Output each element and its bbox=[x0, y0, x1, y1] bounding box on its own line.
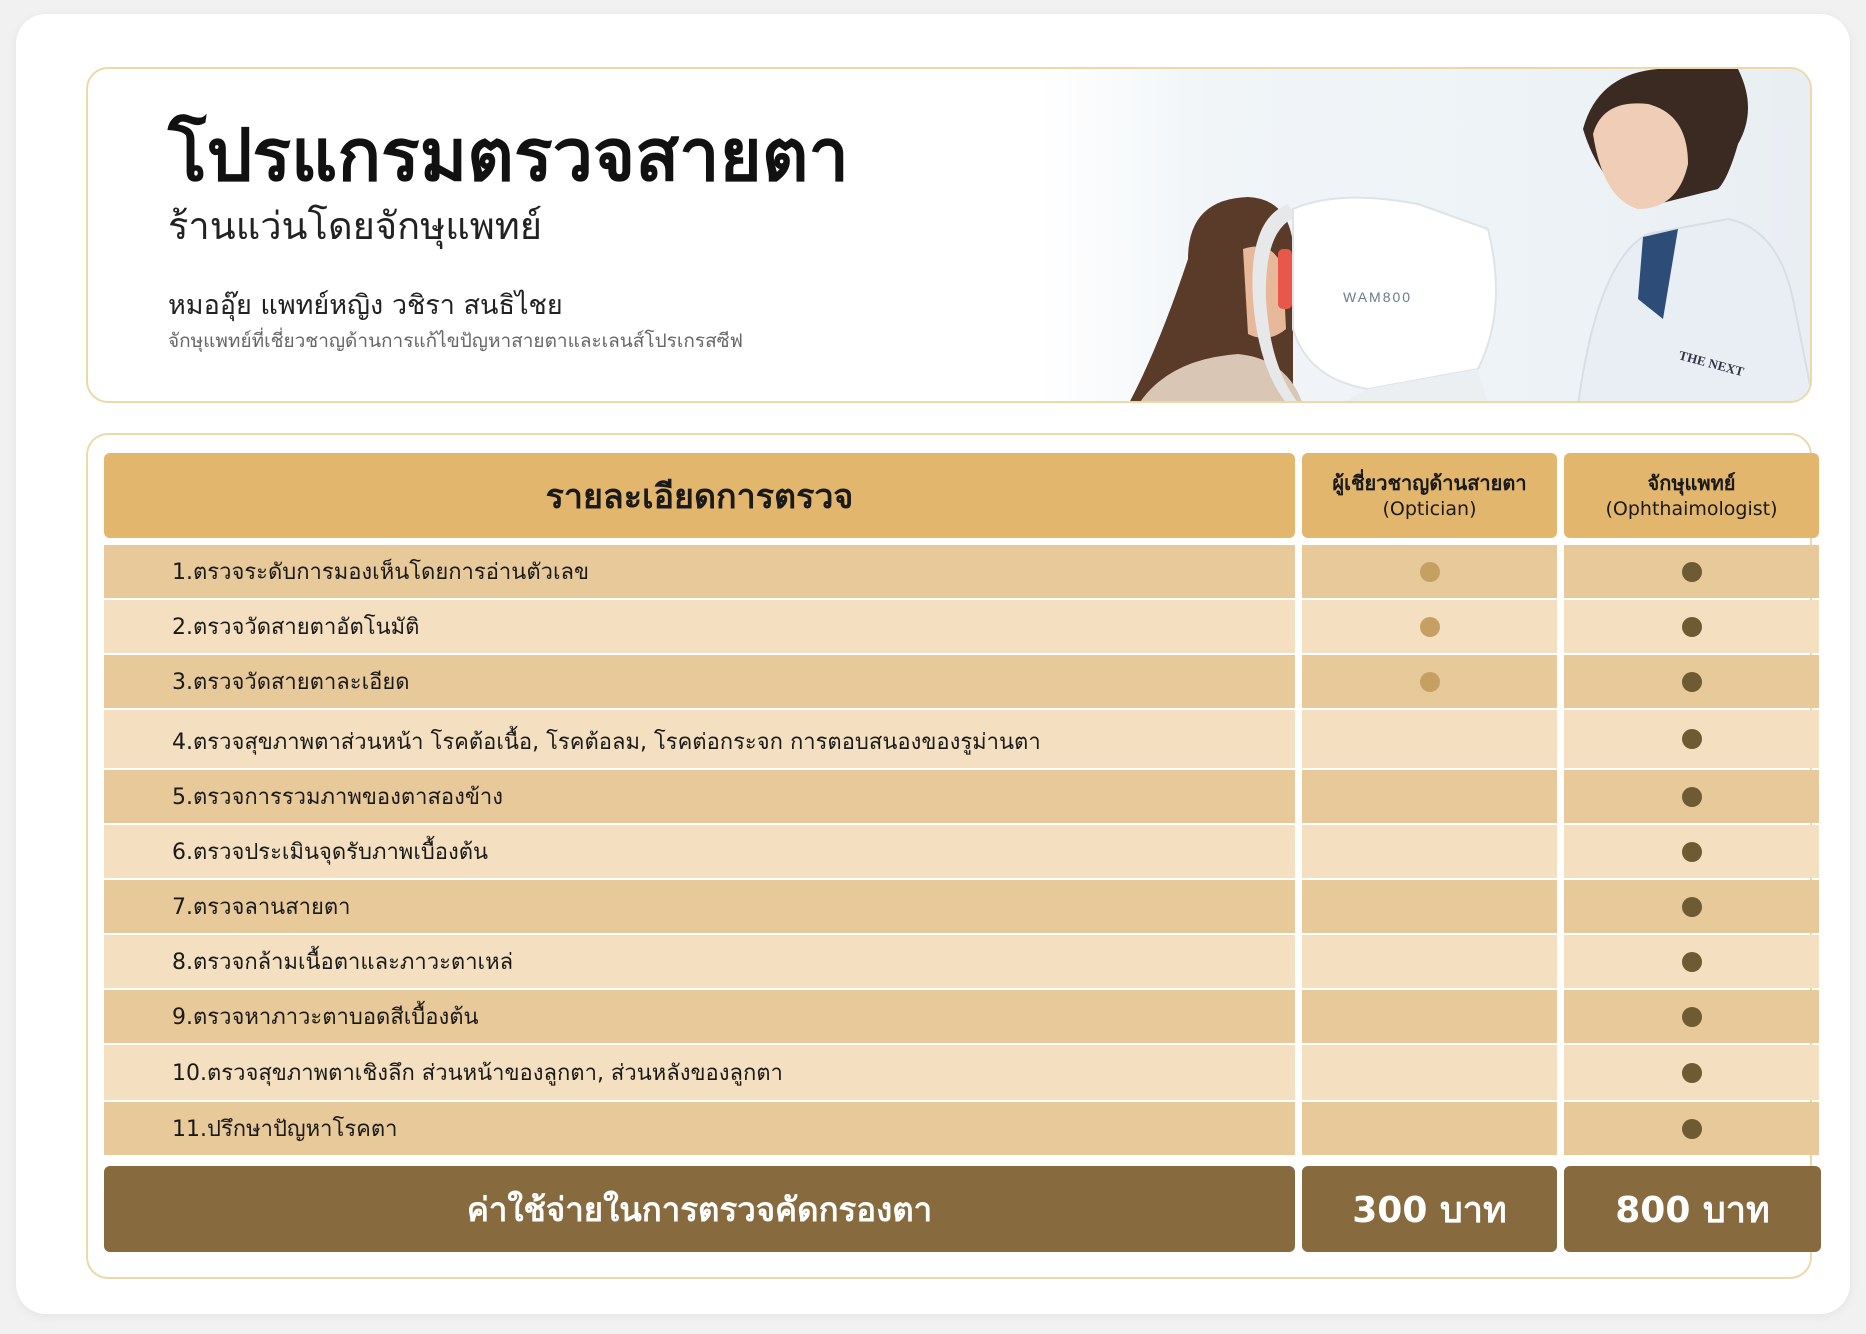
header-ophthalmologist bbox=[1564, 453, 1819, 538]
ophthalmologist-check-dot bbox=[1682, 897, 1702, 917]
table-row bbox=[104, 710, 1295, 768]
row-label: 3.ตรวจวัดสายตาละเอียด bbox=[172, 670, 410, 695]
optician-cell bbox=[1302, 770, 1557, 823]
optician-cell bbox=[1302, 600, 1557, 653]
page-card bbox=[16, 14, 1850, 1314]
table-row bbox=[104, 600, 1295, 653]
optician-cell bbox=[1302, 990, 1557, 1043]
price-ophthalmologist: 800 บาท bbox=[1615, 1189, 1770, 1231]
ophthalmologist-check-dot bbox=[1682, 1119, 1702, 1139]
optician-cell bbox=[1302, 1045, 1557, 1100]
page-subtitle: ร้านแว่นโดยจักษุแพทย์ bbox=[168, 204, 543, 248]
header-ophthalmologist-en: (Ophthaimologist) bbox=[1605, 497, 1778, 520]
ophthalmologist-cell bbox=[1564, 935, 1819, 988]
ophthalmologist-cell bbox=[1564, 600, 1819, 653]
price-ophthalmologist-cell bbox=[1564, 1166, 1821, 1252]
row-label: 4.ตรวจสุขภาพตาส่วนหน้า โรคต้อเนื้อ, โรคต้อลม, โรคต่อกระจก การตอบสนองของรูม่านตา bbox=[172, 730, 1041, 755]
row-label: 1.ตรวจระดับการมองเห็นโดยการอ่านตัวเลข bbox=[172, 560, 590, 585]
table-row bbox=[104, 655, 1295, 708]
table-row bbox=[104, 880, 1295, 933]
optician-cell bbox=[1302, 825, 1557, 878]
row-label: 9.ตรวจหาภาวะตาบอดสีเบื้องต้น bbox=[172, 1005, 479, 1030]
exam-comparison-table bbox=[86, 433, 1812, 1279]
eye-exam-illustration bbox=[1038, 69, 1812, 403]
footer-label: ค่าใช้จ่ายในการตรวจคัดกรองตา bbox=[466, 1189, 933, 1229]
ophthalmologist-check-dot bbox=[1682, 672, 1702, 692]
table-row bbox=[104, 825, 1295, 878]
price-optician: 300 บาท bbox=[1352, 1189, 1507, 1231]
ophthalmologist-cell bbox=[1564, 655, 1819, 708]
optician-check-dot bbox=[1420, 617, 1440, 637]
ophthalmologist-cell bbox=[1564, 1045, 1819, 1100]
ophthalmologist-cell bbox=[1564, 825, 1819, 878]
doctor-name: หมออุ๊ย แพทย์หญิง วชิรา สนธิไชย bbox=[168, 290, 563, 321]
table-row bbox=[104, 545, 1295, 598]
header-text bbox=[168, 107, 1068, 353]
ophthalmologist-cell bbox=[1564, 880, 1819, 933]
header-details bbox=[104, 453, 1295, 538]
ophthalmologist-cell bbox=[1564, 710, 1819, 768]
row-label: 2.ตรวจวัดสายตาอัตโนมัติ bbox=[172, 615, 420, 640]
eye-exam-photo bbox=[1038, 69, 1812, 403]
header-optician bbox=[1302, 453, 1557, 538]
row-label: 8.ตรวจกล้ามเนื้อตาและภาวะตาเหล่ bbox=[172, 950, 514, 975]
header-optician-label: ผู้เชี่ยวชาญด้านสายตา bbox=[1332, 470, 1527, 495]
ophthalmologist-check-dot bbox=[1682, 952, 1702, 972]
optician-check-dot bbox=[1420, 672, 1440, 692]
header-banner bbox=[86, 67, 1812, 403]
ophthalmologist-check-dot bbox=[1682, 1007, 1702, 1027]
optician-cell bbox=[1302, 935, 1557, 988]
ophthalmologist-check-dot bbox=[1682, 729, 1702, 749]
ophthalmologist-cell bbox=[1564, 770, 1819, 823]
table-row bbox=[104, 770, 1295, 823]
row-label: 10.ตรวจสุขภาพตาเชิงลึก ส่วนหน้าของลูกตา, ส่วนหลังของลูกตา bbox=[172, 1061, 783, 1086]
table-row bbox=[104, 990, 1295, 1043]
optician-cell bbox=[1302, 1102, 1557, 1155]
ophthalmologist-check-dot bbox=[1682, 787, 1702, 807]
svg-text:THE NEXT: THE NEXT bbox=[1677, 347, 1746, 380]
doctor-description: จักษุแพทย์ที่เชี่ยวชาญด้านการแก้ไขปัญหาสายตาและเลนส์โปรเกรสซีฟ bbox=[168, 330, 744, 352]
footer-label-cell bbox=[104, 1166, 1295, 1252]
row-label: 7.ตรวจลานสายตา bbox=[172, 895, 351, 920]
ophthalmologist-cell bbox=[1564, 1102, 1819, 1155]
optician-cell bbox=[1302, 655, 1557, 708]
header-ophthalmologist-label: จักษุแพทย์ bbox=[1647, 470, 1736, 495]
ophthalmologist-check-dot bbox=[1682, 562, 1702, 582]
row-label: 11.ปรึกษาปัญหาโรคตา bbox=[172, 1117, 398, 1142]
optician-cell bbox=[1302, 710, 1557, 768]
row-label: 6.ตรวจประเมินจุดรับภาพเบื้องต้น bbox=[172, 840, 489, 865]
header-details-label: รายละเอียดการตรวจ bbox=[545, 476, 854, 517]
table-row bbox=[104, 1045, 1295, 1100]
optician-check-dot bbox=[1420, 562, 1440, 582]
ophthalmologist-cell bbox=[1564, 990, 1819, 1043]
optician-cell bbox=[1302, 880, 1557, 933]
ophthalmologist-check-dot bbox=[1682, 1063, 1702, 1083]
ophthalmologist-check-dot bbox=[1682, 842, 1702, 862]
ophthalmologist-cell bbox=[1564, 545, 1819, 598]
price-optician-cell bbox=[1302, 1166, 1557, 1252]
row-label: 5.ตรวจการรวมภาพของตาสองข้าง bbox=[172, 785, 504, 810]
table-row bbox=[104, 935, 1295, 988]
header-optician-en: (Optician) bbox=[1382, 497, 1477, 520]
table-row bbox=[104, 1102, 1295, 1155]
svg-text:WAM800: WAM800 bbox=[1343, 289, 1413, 305]
optician-cell bbox=[1302, 545, 1557, 598]
page-title: โปรแกรมตรวจสายตา bbox=[168, 113, 849, 197]
ophthalmologist-check-dot bbox=[1682, 617, 1702, 637]
